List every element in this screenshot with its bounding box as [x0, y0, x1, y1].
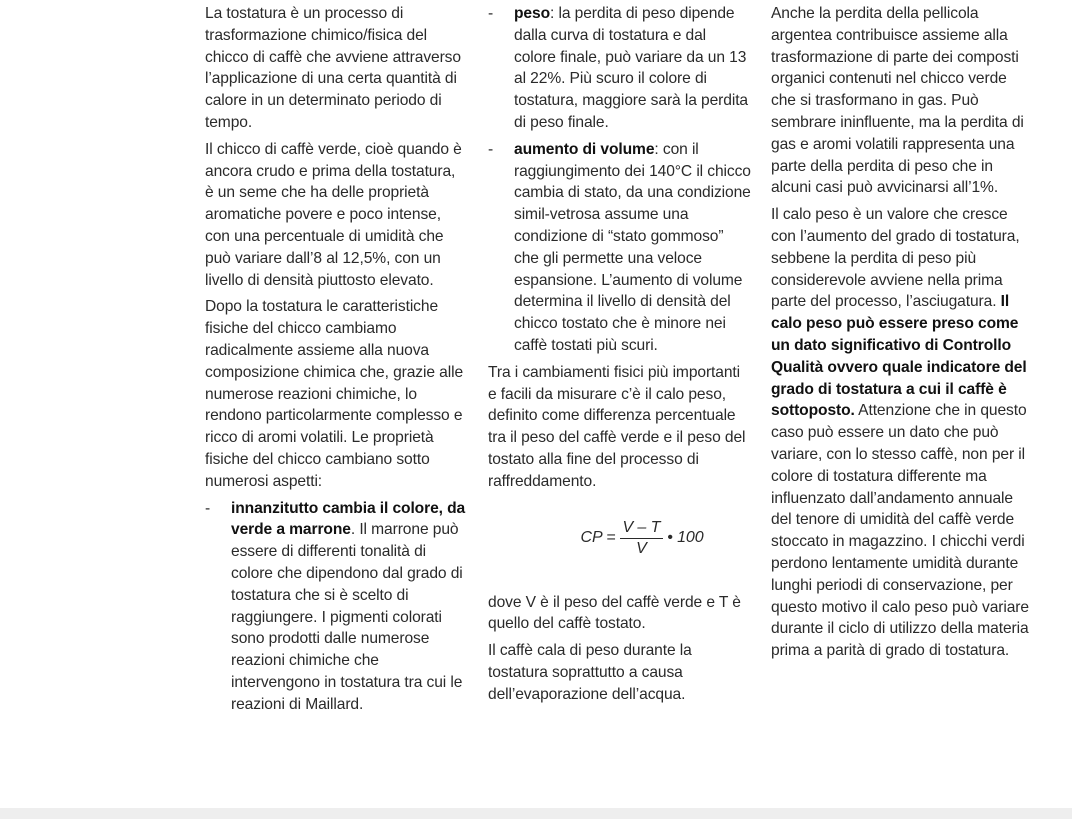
paragraph-variables: dove V è il peso del caffè verde e T è quello del caffè tostato.	[488, 593, 741, 633]
bullet-dash: -	[205, 499, 211, 517]
paragraph-weight-loss: Tra i cambiamenti fisici più importanti e facili da misurare c’è il calo peso, definito come differenza percentuale tra il peso del caffè verde e il peso del tostato alla fine del processo di raffreddamento.	[488, 363, 746, 490]
paragraph-intro: La tostatura è un processo di trasformazione chimico/fisica del chicco di caffè che avviene attraverso l’applicazione di una certa quantità di calore in un determinato periodo di tempo.	[205, 5, 461, 131]
paragraph-green-bean: Il chicco di caffè verde, cioè quando è ancora crudo e prima della tostatura, è un seme che ha delle proprietà aromatiche povere e poco intense, con una percentuale di umidità che può variare dall’8 al 12,5%, con un livello di densità piuttosto elevato.	[205, 140, 462, 289]
bullet-dash: -	[488, 140, 494, 158]
list-item-volume-heading: aumento di volume	[514, 140, 655, 158]
formula-fraction	[620, 519, 664, 558]
weight-loss-formula	[488, 519, 752, 558]
paragraph-after-roasting: Dopo la tostatura le caratteristiche fisiche del chicco cambiamo radicalmente assieme alla nuova composizione chimica che, grazie alle numerose reazioni chimiche, lo rendono particolarmente complesso e ricco di aromi volatili. Le proprietà fisiche del chicco cambiano sotto numerosi aspetti:	[205, 298, 464, 490]
qc-text-a: Il calo peso è un valore che cresce con l’aumento del grado di tostatura, sebbene la perdita di peso più considerevole avviene nella prima parte del processo, l’asciugatura.	[771, 206, 1020, 311]
bottom-strip	[0, 808, 1072, 819]
paragraph-silver-skin: Anche la perdita della pellicola argentea contribuisce assieme alla trasformazione di parte dei composti organici contenuti nel chicco verde che si trasformano in gas. Può sembrare ininfluente, ma la perdita di gas e aromi volatili rappresenta una parte della perdita di peso che in alcuni casi può avvicinarsi all’1%.	[771, 5, 1024, 197]
formula-rhs: • 100	[667, 529, 704, 547]
list-item-weight-heading: peso	[514, 5, 550, 22]
paragraph-quality-control	[771, 204, 1033, 662]
list-item-weight-text: : la perdita di peso dipende dalla curva di tostatura e dal colore finale, può variare da un 13 al 22%. Più scuro il colore di tostatura, maggiore sarà la perdita di peso finale.	[514, 5, 749, 131]
bullet-dash: -	[488, 5, 494, 22]
list-item-color	[205, 498, 467, 716]
formula-lhs: CP =	[580, 529, 616, 547]
list-item-color-heading: innanzitutto cambia il colore, da verde a marrone	[231, 499, 466, 539]
list-item-volume-text: : con il raggiungimento dei 140°C il chicco cambia di stato, da una condizione simil-vetrosa assume una condizione di “stato gommoso” che gli permette una veloce espansione. L’aumento di volume determina il livello di densità del chicco tostato che è minore nei caffè tostati più scuri.	[514, 140, 751, 354]
formula-denominator: V	[636, 539, 647, 557]
text-column-1	[205, 3, 467, 721]
qc-highlight: Il calo peso può essere preso come un dato significativo di Controllo Qualità ovvero quale indicatore del grado di tostatura a cui il caffè è sottoposto.	[771, 293, 1027, 420]
list-item-weight	[488, 3, 752, 134]
formula-numerator: V – T	[620, 519, 664, 539]
text-column-3	[771, 3, 1033, 667]
text-column-2	[488, 3, 752, 711]
paragraph-evaporation: Il caffè cala di peso durante la tostatura soprattutto a causa dell’evaporazione dell’acqua.	[488, 642, 692, 703]
list-item-volume	[488, 139, 752, 357]
qc-text-b: Attenzione che in questo caso può essere un dato che può variare, con lo stesso caffè, non per il colore di tostatura differente ma influenzato dall’andamento annuale del tenore di umidità del caffè verde stoccato in magazzino. I chicchi verdi perdono lentamente umidità durante lunghi periodi di conservazione, per questo motivo il calo peso può variare durante il ciclo di utilizzo della materia prima a parità di grado di tostatura.	[771, 402, 1029, 660]
list-item-color-text: . Il marrone può essere di differenti tonalità di colore che dipendono dal grado di tostatura che si è scelto di raggiungere. I pigmenti colorati sono prodotti dalle numerose reazioni chimiche che intervengono in tostatura tra cui le reazioni di Maillard.	[231, 521, 463, 713]
